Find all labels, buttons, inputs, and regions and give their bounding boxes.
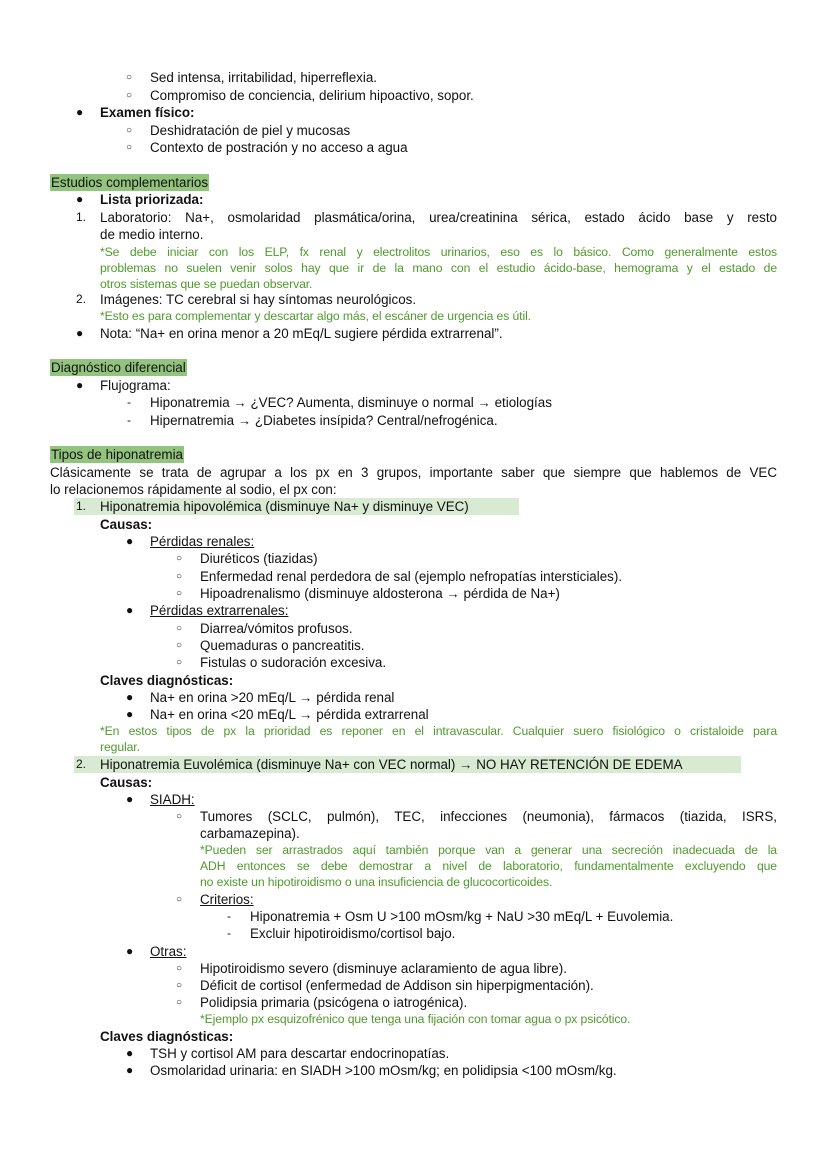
dash-item	[250, 925, 455, 942]
text-line-text: de medio interno.	[100, 227, 204, 242]
bullet-icon: ●	[76, 378, 84, 392]
sub-bullet-text: Diarrea/vómitos profusos.	[200, 621, 353, 636]
bullet-icon: ○	[176, 588, 183, 599]
dash-item	[150, 412, 498, 429]
bullet	[150, 689, 394, 706]
bullet	[150, 602, 288, 619]
sub-bullet	[200, 891, 254, 908]
bullet-icon: ○	[176, 571, 183, 582]
dash-item-text: Excluir hipotiroidismo/cortisol bajo.	[250, 926, 456, 941]
dash-item-text: Hiponatremia + Osm U >100 mOsm/kg + NaU >30 mEq/L + Euvolemia.	[250, 909, 674, 924]
note	[100, 739, 140, 756]
note-text: regular.	[100, 740, 140, 754]
bullet	[100, 104, 195, 121]
bullet-text: Flujograma:	[100, 378, 171, 393]
note-text: problemas no suelen venir solos hay que ir de la mano con el estudio ácido-base, hemograma y el estado de	[100, 261, 777, 275]
sub-bullet-text: Polidipsia primaria (psicógena o iatrogénica).	[200, 995, 468, 1010]
numbered-item	[100, 498, 469, 515]
sub-bullet	[200, 568, 622, 585]
note	[100, 260, 777, 277]
dash-item-text: Hipernatremia → ¿Diabetes insípida? Central/nefrogénica.	[150, 413, 498, 428]
note	[100, 308, 531, 325]
note-text: *Se debe iniciar con los ELP, fx renal y electrolitos urinarios, eso es lo básico. Como generalmente estos	[100, 245, 777, 259]
bullet-icon: ○	[176, 553, 183, 564]
sub-bullet	[200, 808, 777, 825]
label-text: Causas:	[100, 517, 153, 532]
paragraph-line-text: Clásicamente se trata de agrupar a los px en 3 grupos, importante saber que siempre que hablemos de VEC	[50, 465, 777, 480]
bullet-text: Otras:	[150, 944, 187, 959]
dash-marker: -	[127, 395, 131, 409]
numbered-item-text: Laboratorio: Na+, osmolaridad plasmática/orina, urea/creatinina sérica, estado ácido base y resto	[100, 210, 777, 225]
sub-bullet	[200, 550, 318, 567]
paragraph-line	[50, 481, 337, 498]
bullet-icon: ●	[126, 534, 134, 548]
bullet-icon: ○	[126, 125, 133, 136]
dash-item-text: Hiponatremia → ¿VEC? Aumenta, disminuye o normal → etiologías	[150, 395, 552, 410]
bullet-icon: ○	[176, 963, 183, 974]
sub-bullet-text: Hipotiroidismo severo (disminuye aclaramiento de agua libre).	[200, 961, 567, 976]
bullet-icon: ●	[126, 1063, 134, 1077]
bullet-icon: ●	[76, 192, 84, 206]
sub-bullet-text: Criterios:	[200, 892, 254, 907]
note-text: *Pueden ser arrastrados aquí también porque van a generar una secreción inadecuada de la	[200, 843, 777, 857]
section-heading	[50, 174, 209, 191]
dash-marker: -	[127, 413, 131, 427]
sub-bullet-text: Sed intensa, irritabilidad, hiperreflexia.	[150, 70, 378, 85]
list-number: 2.	[76, 292, 87, 306]
bullet-icon: ○	[176, 657, 183, 668]
sub-bullet	[200, 977, 594, 994]
list-number: 2.	[76, 757, 87, 771]
sub-bullet-text: Enfermedad renal perdedora de sal (ejemplo nefropatías intersticiales).	[200, 569, 623, 584]
note	[200, 858, 777, 875]
dash-marker: -	[227, 909, 231, 923]
section-heading	[50, 359, 187, 376]
bullet-text: Pérdidas extrarrenales:	[150, 603, 289, 618]
note	[200, 842, 777, 859]
sub-bullet	[200, 620, 353, 637]
bullet-icon: ○	[176, 980, 183, 991]
numbered-item	[100, 209, 777, 226]
dash-marker: -	[227, 926, 231, 940]
bullet-icon: ○	[176, 894, 183, 905]
section-heading	[50, 446, 184, 463]
bullet-text: Nota: “Na+ en orina menor a 20 mEq/L sugiere pérdida extrarrenal”.	[100, 326, 503, 341]
bullet	[150, 1062, 617, 1079]
bullet-icon: ○	[126, 72, 133, 83]
bullet-icon: ○	[176, 623, 183, 634]
sub-bullet	[150, 122, 350, 139]
note-text: otros sistemas que se puedan observar.	[100, 277, 313, 291]
paragraph-line	[50, 464, 777, 481]
label	[100, 516, 152, 533]
section-heading-text: Estudios complementarios	[51, 175, 209, 190]
sub-bullet-text: Fistulas o sudoración excesiva.	[200, 655, 387, 670]
bullet	[150, 943, 186, 960]
note	[100, 244, 777, 261]
bullet-text: Examen físico:	[100, 105, 195, 120]
bullet-icon: ○	[176, 811, 183, 822]
label-text: Claves diagnósticas:	[100, 1029, 234, 1044]
sub-bullet	[200, 960, 567, 977]
note-text: *Ejemplo px esquizofrénico que tenga una fijación con tomar agua o px psicótico.	[200, 1012, 631, 1026]
bullet	[100, 325, 503, 342]
note-text: *En estos tipos de px la prioridad es reponer en el intravascular. Cualquier suero fisiológico o cristaloide para	[100, 724, 777, 738]
sub-bullet	[150, 69, 377, 86]
sub-bullet	[150, 87, 474, 104]
bullet-icon: ○	[176, 997, 183, 1008]
sub-bullet-text: Compromiso de conciencia, delirium hipoactivo, sopor.	[150, 88, 474, 103]
bullet-icon: ●	[76, 326, 84, 340]
numbered-item-text: Imágenes: TC cerebral si hay síntomas neurológicos.	[100, 292, 417, 307]
bullet-text: Lista priorizada:	[100, 192, 204, 207]
list-number: 1.	[76, 499, 87, 513]
bullet-icon: ●	[126, 944, 134, 958]
note-text: *Esto es para complementar y descartar algo más, el escáner de urgencia es útil.	[100, 309, 531, 323]
bullet-icon: ●	[76, 105, 84, 119]
bullet-text: Na+ en orina <20 mEq/L → pérdida extrarrenal	[150, 707, 429, 722]
bullet	[150, 533, 254, 550]
note	[200, 1011, 630, 1028]
dash-item	[150, 394, 552, 411]
sub-bullet-text: Hipoadrenalismo (disminuye aldosterona → pérdida de Na+)	[200, 586, 560, 601]
text-line-text: carbamazepina).	[200, 826, 300, 841]
sub-bullet	[150, 139, 408, 156]
note-text: ADH entonces se debe demostrar a nivel de laboratorio, fundamentalmente excluyendo que	[200, 859, 777, 873]
note	[200, 874, 552, 891]
sub-bullet	[200, 585, 560, 602]
bullet	[150, 1045, 449, 1062]
bullet	[100, 377, 171, 394]
bullet-icon: ○	[176, 640, 183, 651]
bullet-text: SIADH:	[150, 792, 195, 807]
bullet-text: Pérdidas renales:	[150, 534, 255, 549]
bullet-icon: ○	[126, 90, 133, 101]
text-line	[100, 226, 203, 243]
bullet-icon: ○	[126, 142, 133, 153]
bullet-text: TSH y cortisol AM para descartar endocrinopatías.	[150, 1046, 450, 1061]
sub-bullet-text: Diuréticos (tiazidas)	[200, 551, 318, 566]
label-text: Causas:	[100, 775, 153, 790]
sub-bullet	[200, 654, 386, 671]
section-heading-text: Tipos de hiponatremia	[51, 447, 183, 462]
bullet-text: Na+ en orina >20 mEq/L → pérdida renal	[150, 690, 395, 705]
numbered-item-text: Hiponatremia Euvolémica (disminuye Na+ con VEC normal) → NO HAY RETENCIÓN DE EDEMA	[100, 757, 683, 772]
label	[100, 1028, 233, 1045]
list-number: 1.	[76, 210, 87, 224]
note	[100, 723, 777, 740]
sub-bullet-text: Deshidratación de piel y mucosas	[150, 123, 351, 138]
section-heading-text: Diagnóstico diferencial	[51, 360, 186, 375]
bullet-icon: ●	[126, 707, 134, 721]
label-text: Claves diagnósticas:	[100, 673, 234, 688]
bullet-icon: ●	[126, 603, 134, 617]
sub-bullet-text: Contexto de postración y no acceso a agua	[150, 140, 408, 155]
numbered-item-text: Hiponatremia hipovolémica (disminuye Na+ y disminuye VEC)	[100, 499, 469, 514]
bullet-text: Osmolaridad urinaria: en SIADH >100 mOsm/kg; en polidipsia <100 mOsm/kg.	[150, 1063, 617, 1078]
sub-bullet	[200, 994, 467, 1011]
bullet	[150, 706, 429, 723]
note-text: no existe un hipotiroidismo o una insuficiencia de glucocorticoides.	[200, 875, 553, 889]
dash-item	[250, 908, 673, 925]
label	[100, 672, 233, 689]
text-line	[200, 825, 300, 842]
bullet-icon: ●	[126, 792, 134, 806]
bullet-icon: ●	[126, 1046, 134, 1060]
bullet-icon: ●	[126, 690, 134, 704]
sub-bullet-text: Déficit de cortisol (enfermedad de Addison sin hiperpigmentación).	[200, 978, 594, 993]
bullet	[100, 191, 203, 208]
bullet	[150, 791, 195, 808]
sub-bullet-text: Tumores (SCLC, pulmón), TEC, infecciones (neumonia), fármacos (tiazida, ISRS,	[200, 809, 777, 824]
sub-bullet	[200, 637, 365, 654]
label	[100, 774, 152, 791]
paragraph-line-text: lo relacionemos rápidamente al sodio, el px con:	[50, 482, 337, 497]
numbered-item	[100, 291, 416, 308]
sub-bullet-text: Quemaduras o pancreatitis.	[200, 638, 365, 653]
numbered-item	[100, 756, 683, 773]
